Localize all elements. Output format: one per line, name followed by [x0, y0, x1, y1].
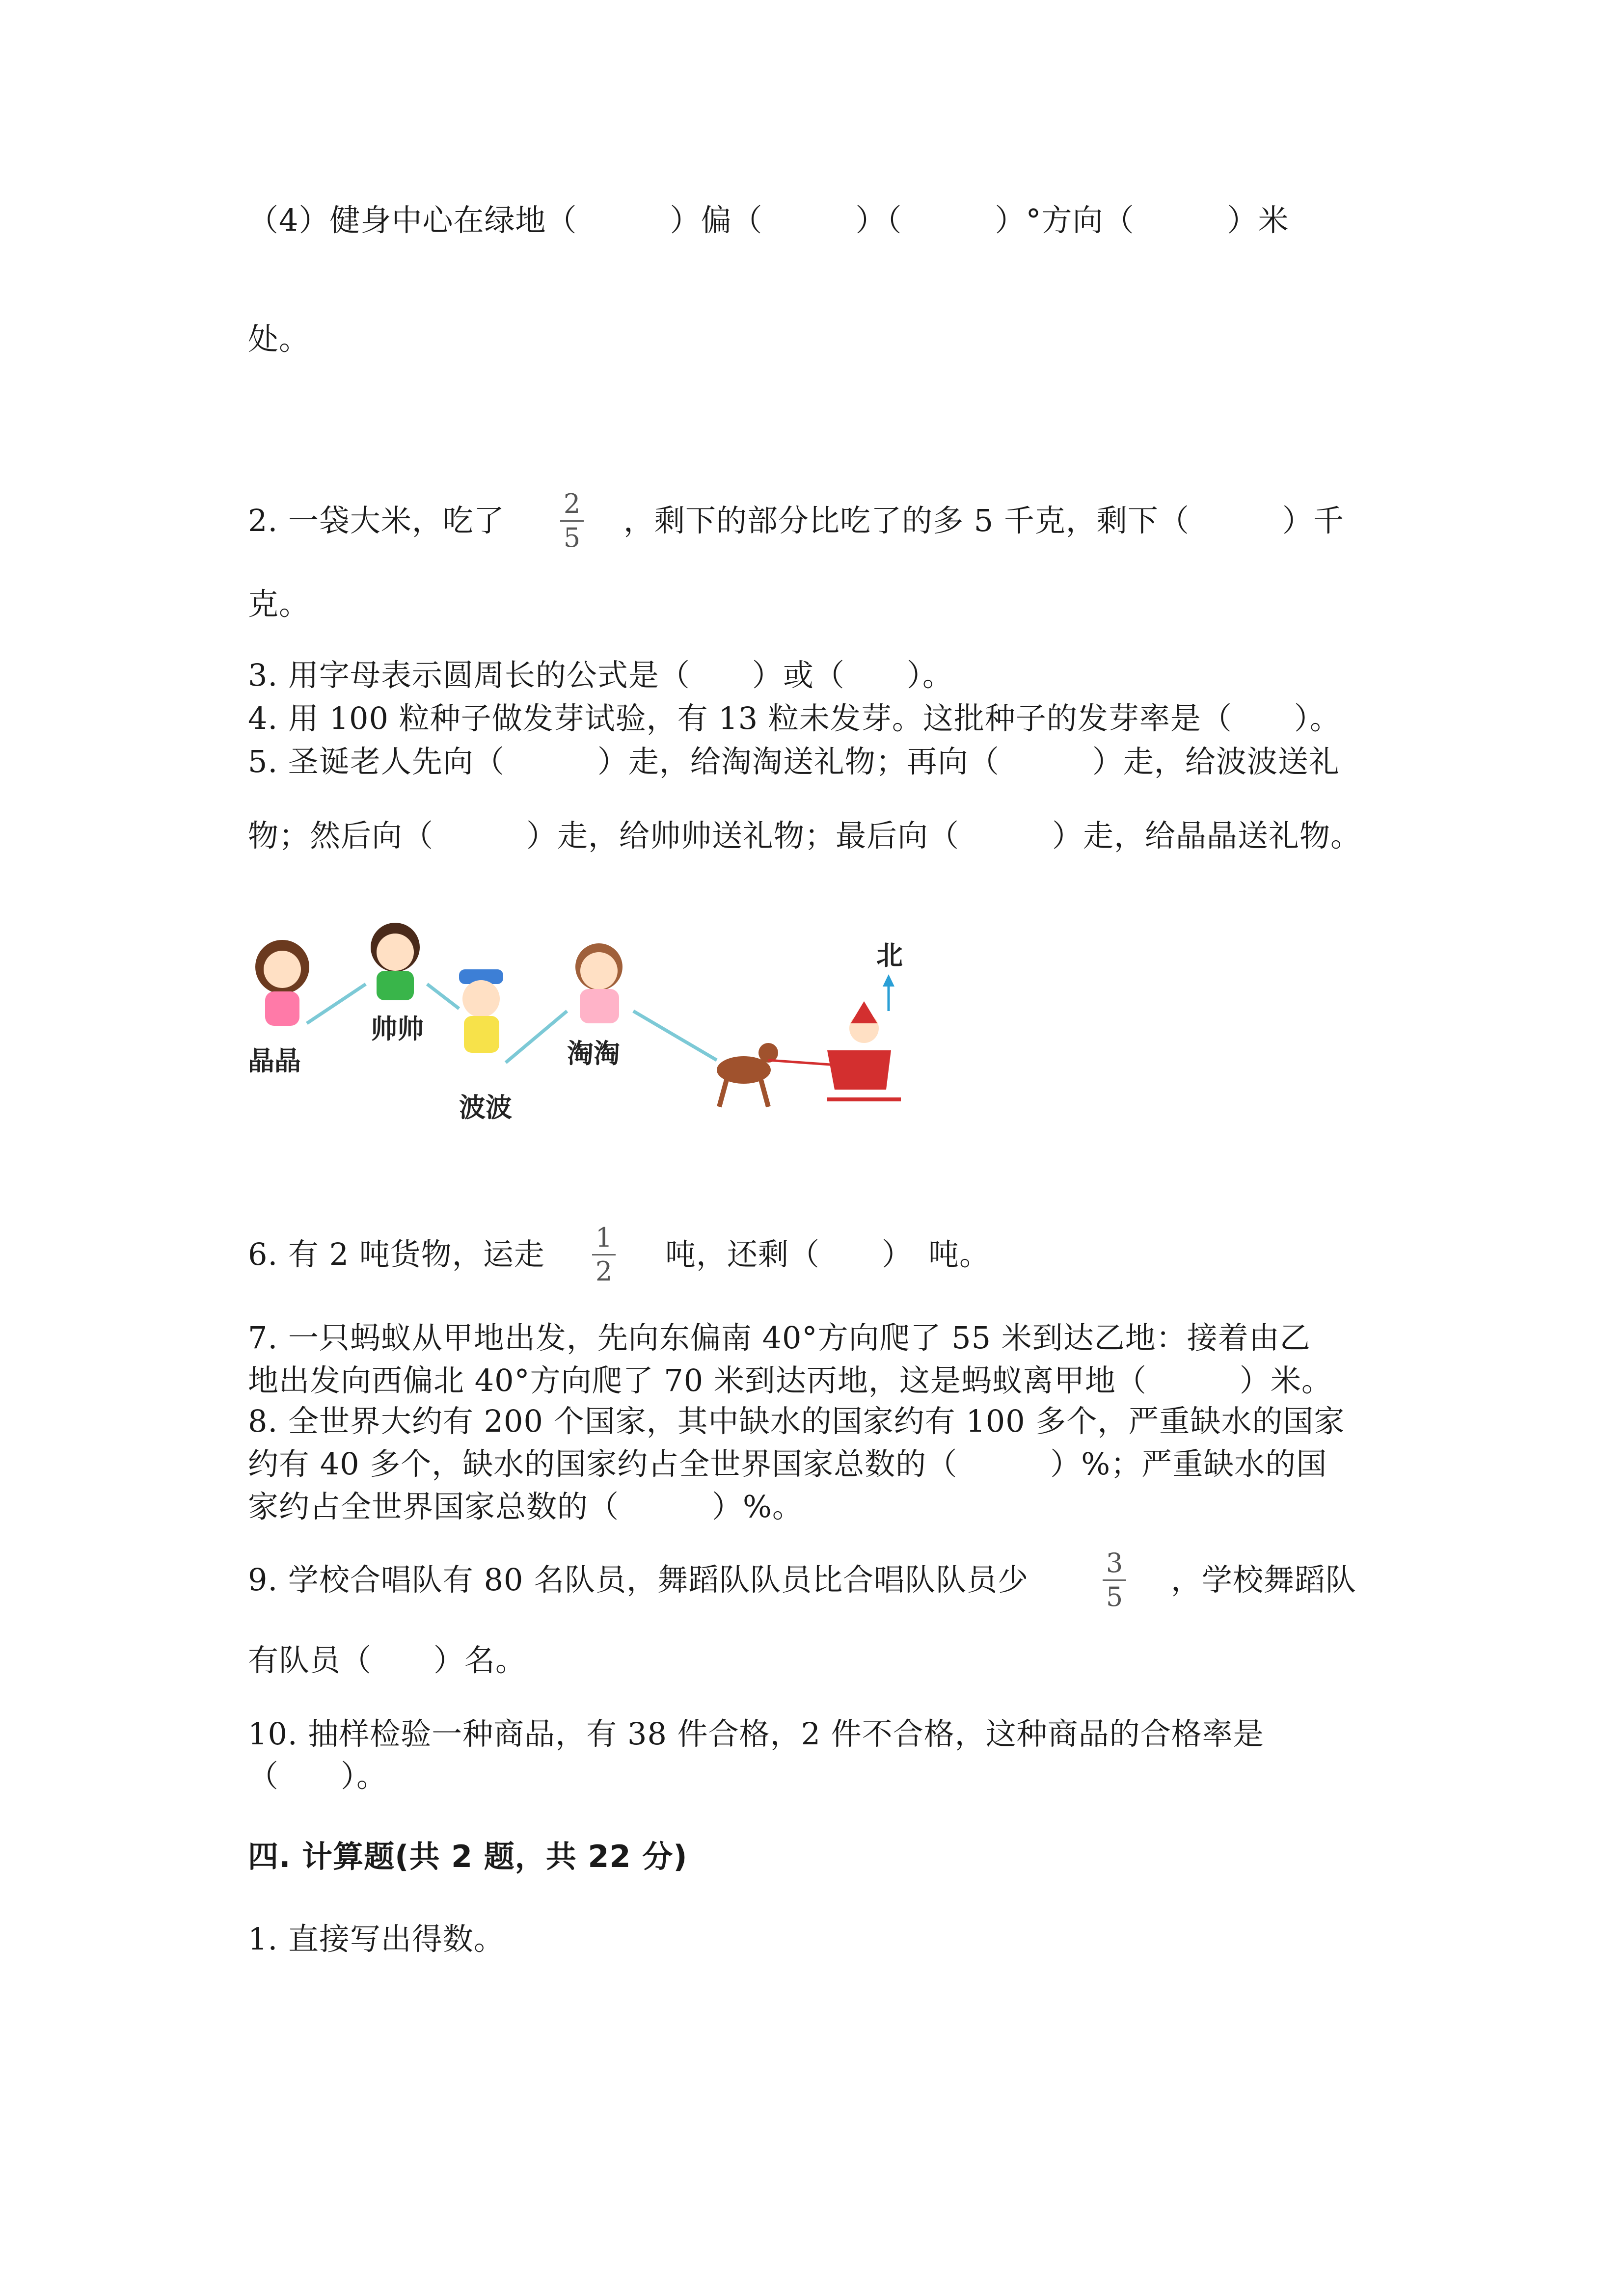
- bobo-figure: [459, 969, 503, 1053]
- fraction-bar: [592, 1254, 616, 1255]
- q6-fraction-numerator: 1: [595, 1222, 613, 1253]
- route-jingjing-shuaishuai: [307, 984, 366, 1023]
- q6-line-pre: 6. 有 2 吨货物，运走: [248, 1236, 545, 1272]
- q9-line1-post: ，学校舞蹈队: [1171, 1562, 1357, 1598]
- q5-line2: 物；然后向（ ）走，给帅帅送礼物；最后向（ ）走，给晶晶送礼物。: [248, 818, 1362, 854]
- section-4-q1: 1. 直接写出得数。: [248, 1921, 505, 1957]
- north-arrow: [883, 974, 894, 1011]
- q9-fraction: [1100, 1550, 1129, 1610]
- q2-line1-pre: 2. 一袋大米，吃了: [248, 503, 505, 538]
- q1-4-line2: 处。: [248, 321, 310, 357]
- route-lines: [307, 984, 717, 1063]
- q2-line2: 克。: [248, 586, 310, 622]
- q9-line1-pre: 9. 学校合唱队有 80 名队员，舞蹈队队员比合唱队队员少: [248, 1562, 1029, 1598]
- q6-fraction: [589, 1222, 619, 1287]
- shuaishuai-figure: [371, 923, 420, 1000]
- q5-line1: 5. 圣诞老人先向（ ）走，给淘淘送礼物；再向（ ）走，给波波送礼: [248, 744, 1340, 779]
- q9-fraction-numerator: 3: [1106, 1548, 1123, 1578]
- label-jingjing: 晶晶: [248, 1045, 301, 1076]
- q8-line1: 8. 全世界大约有 200 个国家，其中缺水的国家约有 100 多个，严重缺水的国家: [248, 1403, 1345, 1439]
- q2-fraction: [557, 488, 587, 553]
- jingjing-figure: [255, 940, 309, 1026]
- q1-4-line1: （4）健身中心在绿地（ ）偏（ ）（ ）°方向（ ）米: [248, 202, 1289, 238]
- route-bobo-taotao: [506, 1011, 567, 1063]
- q2-fraction-denominator: 5: [563, 522, 581, 553]
- q5-route-figure: [248, 913, 925, 1139]
- q6-line-post: 吨，还剩（ ） 吨。: [665, 1236, 991, 1272]
- q8-line2: 约有 40 多个，缺水的国家约占全世界国家总数的（ ）%；严重缺水的国: [248, 1446, 1327, 1482]
- q3-line: 3. 用字母表示圆周长的公式是（ ）或（ ）。: [248, 657, 953, 693]
- route-taotao-santa: [633, 1011, 717, 1060]
- label-shuaishuai: 帅帅: [371, 1014, 424, 1044]
- q7-line2: 地出发向西偏北 40°方向爬了 70 米到达丙地，这是蚂蚁离甲地（ ）米。: [248, 1362, 1332, 1398]
- label-taotao: 淘淘: [567, 1038, 620, 1069]
- q9-fraction-denominator: 5: [1106, 1581, 1123, 1612]
- q7-line1: 7. 一只蚂蚁从甲地出发，先向东偏南 40°方向爬了 55 米到达乙地：接着由乙: [248, 1320, 1311, 1356]
- q4-line: 4. 用 100 粒种子做发芽试验，有 13 粒未发芽。这批种子的发芽率是（ ）。: [248, 700, 1341, 736]
- label-north: 北: [876, 940, 903, 971]
- fraction-bar: [560, 520, 584, 522]
- route-shuaishuai-bobo: [427, 984, 459, 1009]
- santa-sleigh-figure: [717, 1001, 901, 1107]
- section-4-heading: 四. 计算题(共 2 题，共 22 分): [248, 1839, 688, 1874]
- q10-line1: 10. 抽样检验一种商品，有 38 件合格，2 件不合格，这种商品的合格率是: [248, 1716, 1264, 1752]
- q10-line2: （ ）。: [248, 1758, 388, 1794]
- taotao-figure: [575, 943, 623, 1023]
- q8-line3: 家约占全世界国家总数的（ ）%。: [248, 1489, 803, 1524]
- fraction-bar: [1103, 1579, 1126, 1581]
- q2-line1-post: ，剩下的部分比吃了的多 5 千克，剩下（ ）千: [623, 503, 1344, 538]
- q2-fraction-numerator: 2: [563, 488, 581, 519]
- label-bobo: 波波: [459, 1092, 512, 1123]
- q9-line2: 有队员（ ）名。: [248, 1642, 527, 1678]
- q6-fraction-denominator: 2: [595, 1256, 613, 1287]
